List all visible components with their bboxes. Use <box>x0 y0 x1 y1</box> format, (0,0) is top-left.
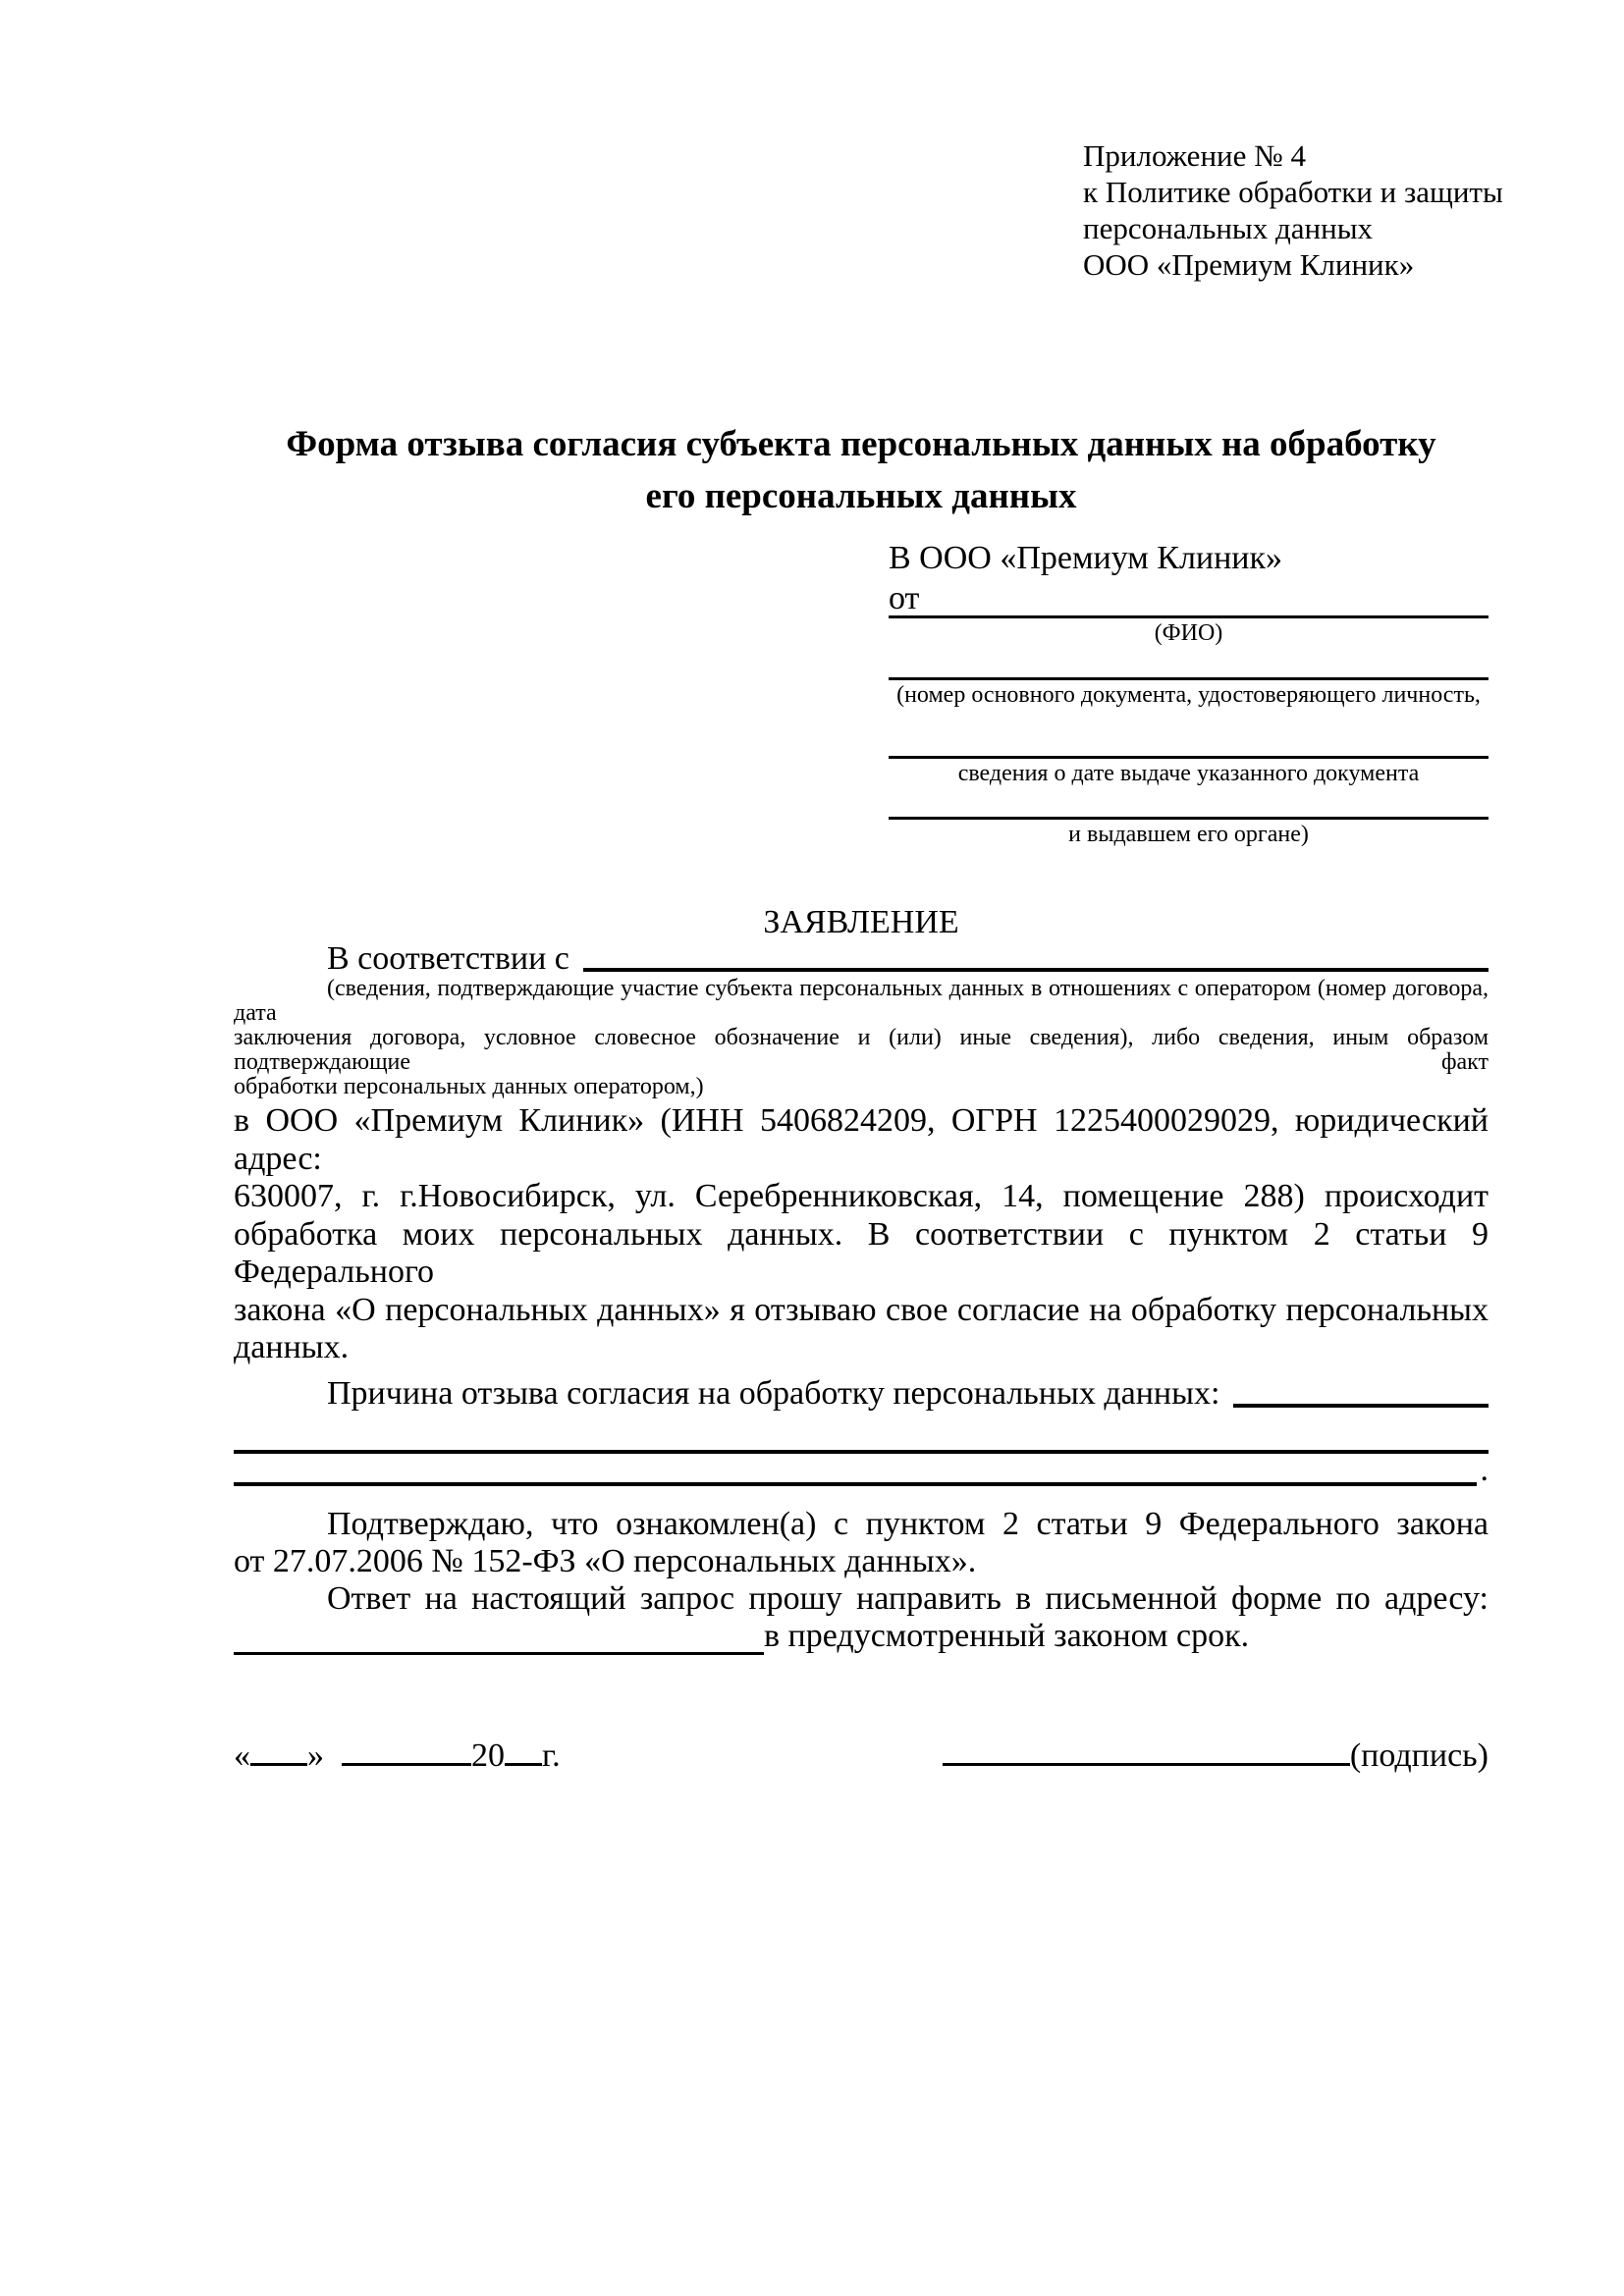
body-line: закона «О персональных данных» я отзываю свое согласие на обработку персональных <box>234 1291 1489 1328</box>
appendix-line: к Политике обработки и защиты <box>1083 175 1503 209</box>
body-paragraph <box>234 1102 1489 1367</box>
date-year-suffix: г. <box>542 1736 561 1774</box>
footer-row <box>234 1734 1489 1774</box>
document-title-line: Форма отзыва согласия субъекта персональных данных на обработку <box>286 424 1436 464</box>
basis-blank-field[interactable] <box>583 940 1489 972</box>
reason-row <box>234 1375 1489 1413</box>
date-day-blank-field[interactable] <box>250 1734 307 1766</box>
document-issue-date-blank-field[interactable] <box>889 710 1489 759</box>
appendix-reference-block <box>1083 0 1506 283</box>
body-line: 630007, г. г.Новосибирск, ул. Серебренниковская, 14, помещение 288) происходит <box>234 1178 1489 1214</box>
fine-print-line: обработки персональных данных оператором,) <box>234 1074 704 1099</box>
reason-prefix: Причина отзыва согласия на обработку персональных данных: <box>327 1374 1220 1412</box>
fio-caption: (ФИО) <box>1154 620 1223 646</box>
document-title <box>234 418 1489 522</box>
addressee-to: В ООО «Премиум Клиник» <box>889 540 1283 576</box>
document-issue-date-caption: сведения о дате выдаче указанного документа <box>957 761 1420 786</box>
document-title-line: его персональных данных <box>645 476 1077 516</box>
fine-print-line: (сведения, подтверждающие участие субъекта персональных данных в отношениях с оператором (номер договора, дата <box>234 976 1489 1026</box>
fio-blank-field[interactable]: от <box>889 582 1489 618</box>
appendix-line: персональных данных <box>1083 211 1374 245</box>
signature-group <box>943 1734 1489 1774</box>
date-year-prefix: 20 <box>471 1736 505 1774</box>
appendix-line: ООО «Премиум Клиник» <box>1083 247 1415 282</box>
body-line: обработка моих персональных данных. В соответствии с пунктом 2 статьи 9 Федерального <box>234 1215 1489 1290</box>
statement-section <box>234 904 1489 1774</box>
reply-request-line: Ответ на настоящий запрос прошу направить в письменной форме по адресу: <box>327 1579 1489 1617</box>
confirmation-paragraph <box>234 1506 1489 1580</box>
date-month-blank-field[interactable] <box>342 1734 471 1766</box>
reason-blank-field[interactable] <box>1233 1375 1489 1408</box>
reply-request-suffix: в предусмотренный законом срок. <box>764 1617 1250 1654</box>
signature-blank-field[interactable] <box>943 1734 1350 1766</box>
reason-blank-line-1[interactable] <box>234 1413 1489 1454</box>
statement-heading: ЗАЯВЛЕНИЕ <box>763 904 959 940</box>
document-issuer-caption: и выдавшем его органе) <box>1068 822 1309 847</box>
body-line: в ООО «Премиум Клиник» (ИНН 5406824209, ОГРН 1225400029029, юридический адрес: <box>234 1102 1489 1177</box>
fine-print <box>234 977 1489 1099</box>
appendix-line: Приложение № 4 <box>1083 138 1306 173</box>
signature-caption: (подпись) <box>1349 1736 1489 1774</box>
body-line: данных. <box>234 1329 350 1365</box>
reason-blank-line-2[interactable] <box>234 1451 1489 1488</box>
reply-address-blank-field[interactable] <box>234 1618 764 1655</box>
date-year-blank-field[interactable] <box>505 1734 542 1766</box>
document-issuer-blank-field[interactable] <box>889 788 1489 820</box>
fine-print-line: заключения договора, условное словесное обозначение и (или) иные сведения), либо сведения, иным образом подтверждающие факт <box>234 1025 1489 1075</box>
confirmation-line: от 27.07.2006 № 152-ФЗ «О персональных данных». <box>234 1542 977 1579</box>
date-quote-close: » <box>307 1736 324 1774</box>
date-quote-open: « <box>234 1736 250 1774</box>
document-number-caption: (номер основного документа, удостоверяющего личность, <box>896 682 1481 708</box>
reason-blank-line-2-rule[interactable] <box>234 1482 1477 1486</box>
reply-address-row <box>234 1618 1489 1655</box>
confirmation-line: Подтверждаю, что ознакомлен(а) с пунктом 2 статьи 9 Федерального закона <box>327 1505 1489 1542</box>
intro-row <box>234 940 1489 977</box>
document-number-blank-field[interactable] <box>889 648 1489 680</box>
addressee-block <box>889 538 1489 849</box>
reason-end-punct: . <box>1480 1451 1489 1488</box>
intro-prefix: В соответствии с <box>327 940 569 977</box>
date-group <box>234 1734 561 1774</box>
